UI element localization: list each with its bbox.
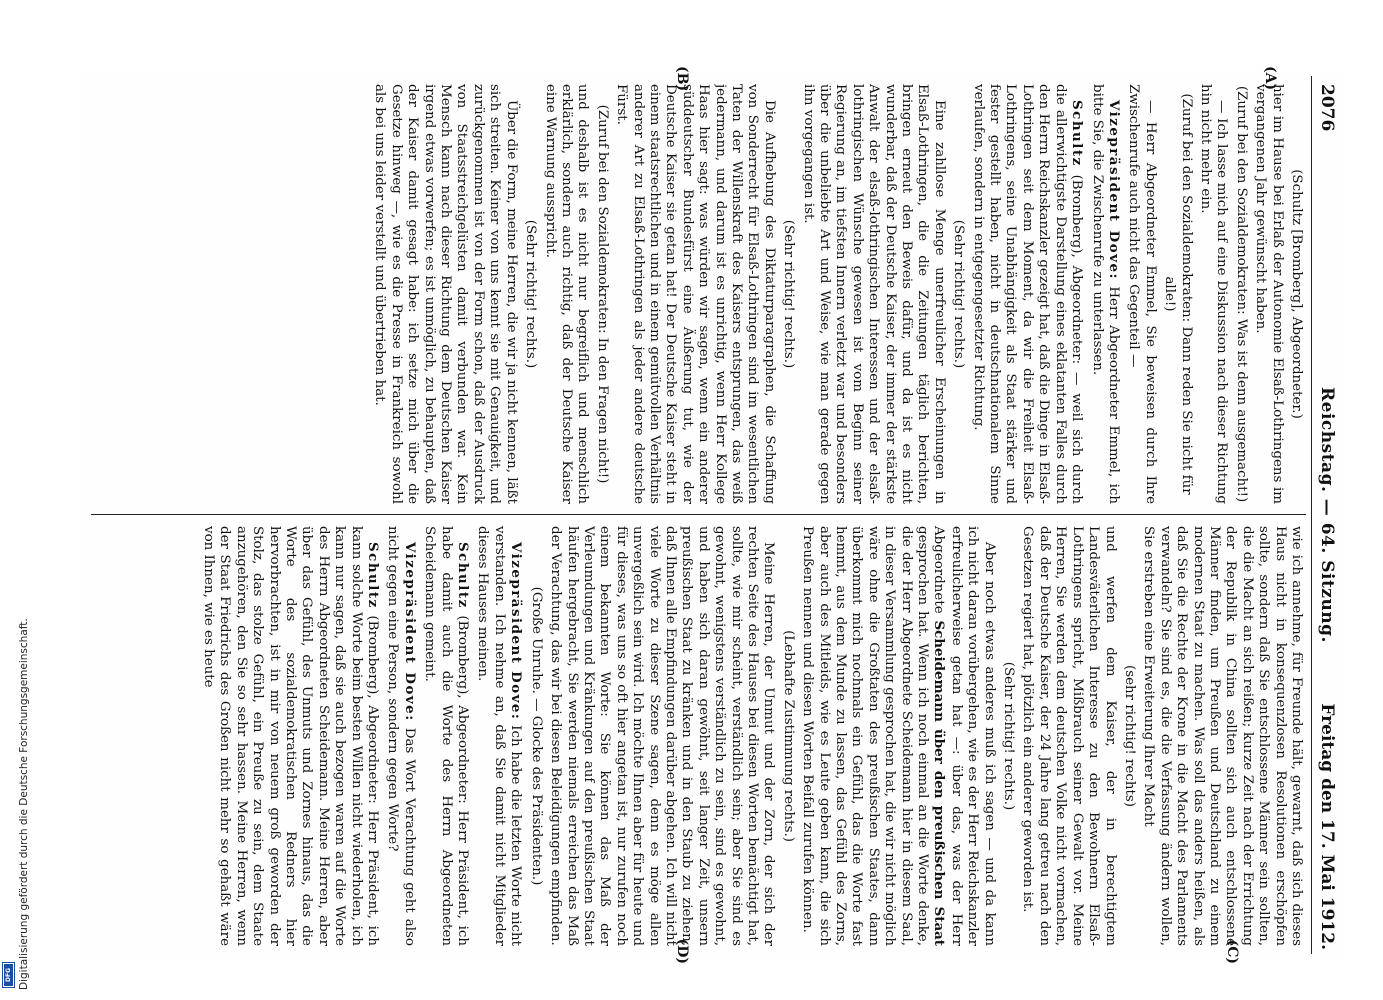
paragraph: und werfen dem Kaiser, der in berechtigtem Landesväterlichen Interesse zu den Bewohnern Elsaß-Lothringens spricht, Mißbrauch seiner Gewalt vor. Meine Herren, Sie werden dem deutschen Volke nicht vormachen, daß der Deutsche Kaiser, der 24 Jahre lang getreu nach den Gesetzen regiert hat, plötzlich ein anderer geworden ist. (1020, 526, 1118, 946)
header-rule (1311, 76, 1312, 954)
paragraph (384, 526, 418, 946)
interjection: (Sehr richtig! rechts.) (523, 219, 539, 369)
speech-text: (Bromberg), Abgeordneter: Herr Präsident, ich habe damit auch die Worte des Herrn Abgeordneten Scheidemann gemeint. (422, 526, 471, 946)
margin-marker-d: (D) (674, 938, 690, 964)
interjection: (Zuruf bei den Sozialdemokraten: Dann reden Sie nicht für alle!) (1162, 93, 1194, 495)
left-column (94, 84, 1304, 504)
paragraph: wie ich annehme, für Freunde hält, gewarnt, daß sich dieses Haus nicht in konsequenzlosen Resolutionen erschöpfen sollte, sondern daß Sie entschlossene Männer sein sollten, die die Macht an sich reißen; kurze Zeit nach der Errichtung der Republik in China sollten sich auch entschlossene Männer finden, um Preußen und Deutschland zu einem modernen Staat zu machen. Was soll das anders heißen, als daß Sie die Rechte der Krone in die Macht des Parlaments verwandeln? Sie sind es, die die Verfassung ändern wollen, Sie erstreben eine Erweiterung Ihrer Macht (1141, 526, 1304, 946)
speech-text: (Bromberg), Abgeordneter: Herr Präsident, ich kann solche Worte beim besten Willen nicht wiederholen, ich kann nur sagen, daß sie auch bezogen waren auf die Worte des Herrn Abgeordneten Scheidemann. Meine Herren, aber über das Gefühl, des Unmuts und Zornes hinaus, das die Worte des sozialdemokratischen Redners hier hervorbrachten, ist in mir von neuem groß geworden der Stolz, das stolze Gefühl, ein Preuße zu sein, dem Staate anzugehören, den Sie so sehr hassen. Meine Herren, wenn der Staat Friedrichs des Großen nicht mehr so gehaßt wäre von Ihnen, wie es heute (201, 526, 381, 946)
margin-marker-c: (C) (1224, 939, 1240, 964)
speaker-name: Schultz (1069, 100, 1086, 167)
interjection: (Lebhafte Zustimmung rechts.) (780, 630, 796, 842)
speaker-name: Vizepräsident Dove: (508, 542, 525, 721)
dfg-logo-icon (2, 962, 15, 988)
digitization-footer (4, 590, 30, 990)
interjection: (Zuruf bei den Sozialdemokraten: In den Fragen nicht!) (594, 104, 610, 484)
paragraph: hier im Hause bei Erlaß der Autonomie Elsaß-Lothringens im vergangenen Jahr gewünscht haben. (1253, 84, 1285, 504)
emphasized-text: Scheidemann über den preußischen Staat (931, 620, 948, 946)
paragraph: Die Aufhebung des Diktaturparagraphen, die Schaffung von Sonderrecht für Elsaß-Lothringen sind im wesentlichen Taten der Willenskraft des Kaisers entsprungen, das weiß jedermann, und darum ist es unrichtig, wenn Herr Kollege Haas hier sagt: was würden wir sagen, wenn ein anderer süddeutscher Bundesfürst eine Äußerung tut, wie der Deutsche Kaiser sie getan hat! Der Deutsche Kaiser steht in einem staatsrechtlichen und in einem gemütvollen Verhältnis anderer Art zu Elsaß-Lothringen als jeder andere deutsche Fürst. (614, 84, 777, 504)
rotated-document-page (85, 66, 1340, 964)
speaker-name: Vizepräsident Dove: (401, 542, 418, 722)
paragraph: Über die Form, meine Herren, die wir ja nicht kennen, läßt sich streiten. Keiner von uns kennt sie mit Genauigkeit, und zurückgenommen ist von der Form schon, daß der Ausdruck von Staatsstreichgelüsten damit verbunden war. Kein Mensch kann nach dieser Richtung dem Deutschen Kaiser irgend etwas vorwerfen; es ist unmöglich, zu behaupten, daß der Kaiser damit gesagt habe: ich setze mich über die Gesetze hinweg —, wie es die Presse in Frankreich sowohl als bei uns leider verstellt und übertrieben hat. (372, 84, 519, 504)
speaker-name: Schultz (455, 542, 472, 609)
margin-marker-b: (B) (674, 66, 690, 92)
interjection: (Sehr richtig! rechts.) (1001, 661, 1017, 811)
speech-text: (Bromberg), Abgeordneter: — weil sich durch die allerwichtigste Darstellung eines eklatanten Falles durch den Herrn Reichskanzler gezeigt hat, daß die Dinge in Elsaß-Lothringen seit dem Moment, da wir die Freiheit Elsaß-Lothringens, seine Unabhängigkeit als Staat stärker und fester gestellt haben, nicht in deutschnationalem Sinne verlaufen, sondern in entgegengesetzter Richtung. (970, 84, 1085, 504)
column-divider (91, 514, 1306, 515)
speaker-name: Schultz (365, 542, 382, 609)
paragraph (421, 526, 471, 946)
speech-text: Aber noch etwas anderes muß ich sagen — und da kann ich nicht daran vorübergehen, wie es der Herr Reichskanzler erfreulicherweise getan hat —: über das, was der Herr Abgeordnete (931, 526, 997, 946)
svg-text:DFG: DFG (5, 967, 12, 983)
interjection: (Große Unruhe. — Glocke des Präsidenten.) (528, 586, 544, 886)
page-title: Reichstag. — 64. Sitzung. (1317, 387, 1337, 643)
digitization-credit: Digitalisierung gefördert durch die Deutsche Forschungsgemeinschaft. (18, 618, 30, 990)
paragraph (200, 526, 381, 946)
session-date: Freitag den 17. Mai 1912. (1317, 703, 1337, 950)
right-column (94, 526, 1304, 946)
speaker-note: (Schultz [Bromberg], Abgeordneter.) (1289, 169, 1304, 419)
page-number: 2076 (1317, 84, 1337, 132)
paragraph: — Ich lasse mich auf eine Diskussion nach dieser Richtung hin nicht mehr ein. (1197, 84, 1230, 504)
speaker-name: Vizepräsident Dove: (1105, 100, 1122, 280)
paragraph: und deshalb ist es nicht nur begreiflich und menschlich erklärlich, sondern auch richtig, daß der Deutsche Kaiser eine Warnung ausspricht. (542, 84, 591, 504)
interjection: (Sehr richtig! rechts.) (951, 219, 967, 369)
speech-text: Ich habe die letzten Worte nicht verstanden. Ich nehme an, daß Sie damit nicht Mitglieder dieses Hauses meinen. (475, 526, 524, 946)
page-header (1314, 70, 1340, 960)
paragraph (474, 526, 524, 946)
speech-text: gesprochen hat. Wenn ich noch einmal an die Worte denke, die der Herr Abgeordnete Scheidemann hier in diesem Saal, in dieser Versammlung gesprochen hat, die wir nicht möglich wäre ohne die Großtaten des preußischen Staates, dann überkommt mich nochmals ein Gefühl, das die Worte fast hemmt, aus dem Munde zu lassen, das Gefühl des Zorns, aber auch des Mitleids, wie es Leute geben kann, die sich Preußen nennen und diesen Worten Beifall zurufen können. (800, 526, 931, 946)
interjection: (sehr richtig! rechts) (1121, 665, 1137, 807)
paragraph: Meine Herren, der Unmut und der Zorn, der sich der rechten Seite des Hauses bei diesen Worten bemächtigt hat, sollte, wie mir scheint, verständlich sein; aber Sie sind es gewohnt, wenigstens verständlich zu sein, sind es gewohnt, und haben sich daran gewöhnt, seit langer Zeit, unsern preußischen Staat zu kränken und in den Staub zu ziehen, daß Ihnen alle Empfindungen darüber abgehen. Ich will nicht viele Worte zu dieser Szene sagen, denn es möge allen unvergeßlich sein wird. Ich möchte Ihnen aber für heute und für dieses, was uns so oft hier angetan ist, nur zurufen noch einem bekannten Worte: Sie können das Maß der Verleumdungen und Kränkungen auf den preußischen Staat häufen hergebracht, Sie werden niemals erreichen das Maß der Verachtung, das wir bei diesen Beleidigungen empfinden. (548, 526, 777, 946)
speech-text: Herr Abgeordneter Emmel, ich bitte Sie, die Zwischenrufe zu unterlassen. (1089, 84, 1121, 504)
interjection: (Sehr richtig! rechts.) (781, 219, 797, 369)
margin-marker-a: (A) (1262, 66, 1278, 91)
paragraph (969, 84, 1085, 504)
speech-text: Das Wort Verachtung geht also nicht gegen eine Person, sondern gegen Worte? (385, 526, 417, 946)
paragraph: — Herr Abgeordneter Emmel, Sie beweisen durch Ihre Zwischenrufe auch nicht das Gegenteil — (1126, 84, 1158, 504)
paragraph (799, 526, 997, 946)
paragraph: Eine zahllose Menge unerfreulicher Erscheinungen in Elsaß-Lothringen, die die Zeitungen täglich berichten, bringen erneut den Beweis dafür, und da ist es nicht wunderbar, daß der Deutsche Kaiser, der immer der stärkste Anwalt der elsaß-lothringischen Interessen und der elsaß-lothringischen Wünsche gewesen ist vom Beginn seiner Regierung an, im tiefsten Innern verletzt war und besonders über die unbeliebte Art und Weise, wie man gerade gegen ihn vorgegangen ist. (800, 84, 947, 504)
interjection: (Zuruf bei den Sozialdemokraten: Was ist denn ausgemacht!) (1233, 85, 1249, 503)
paragraph (1088, 84, 1122, 504)
